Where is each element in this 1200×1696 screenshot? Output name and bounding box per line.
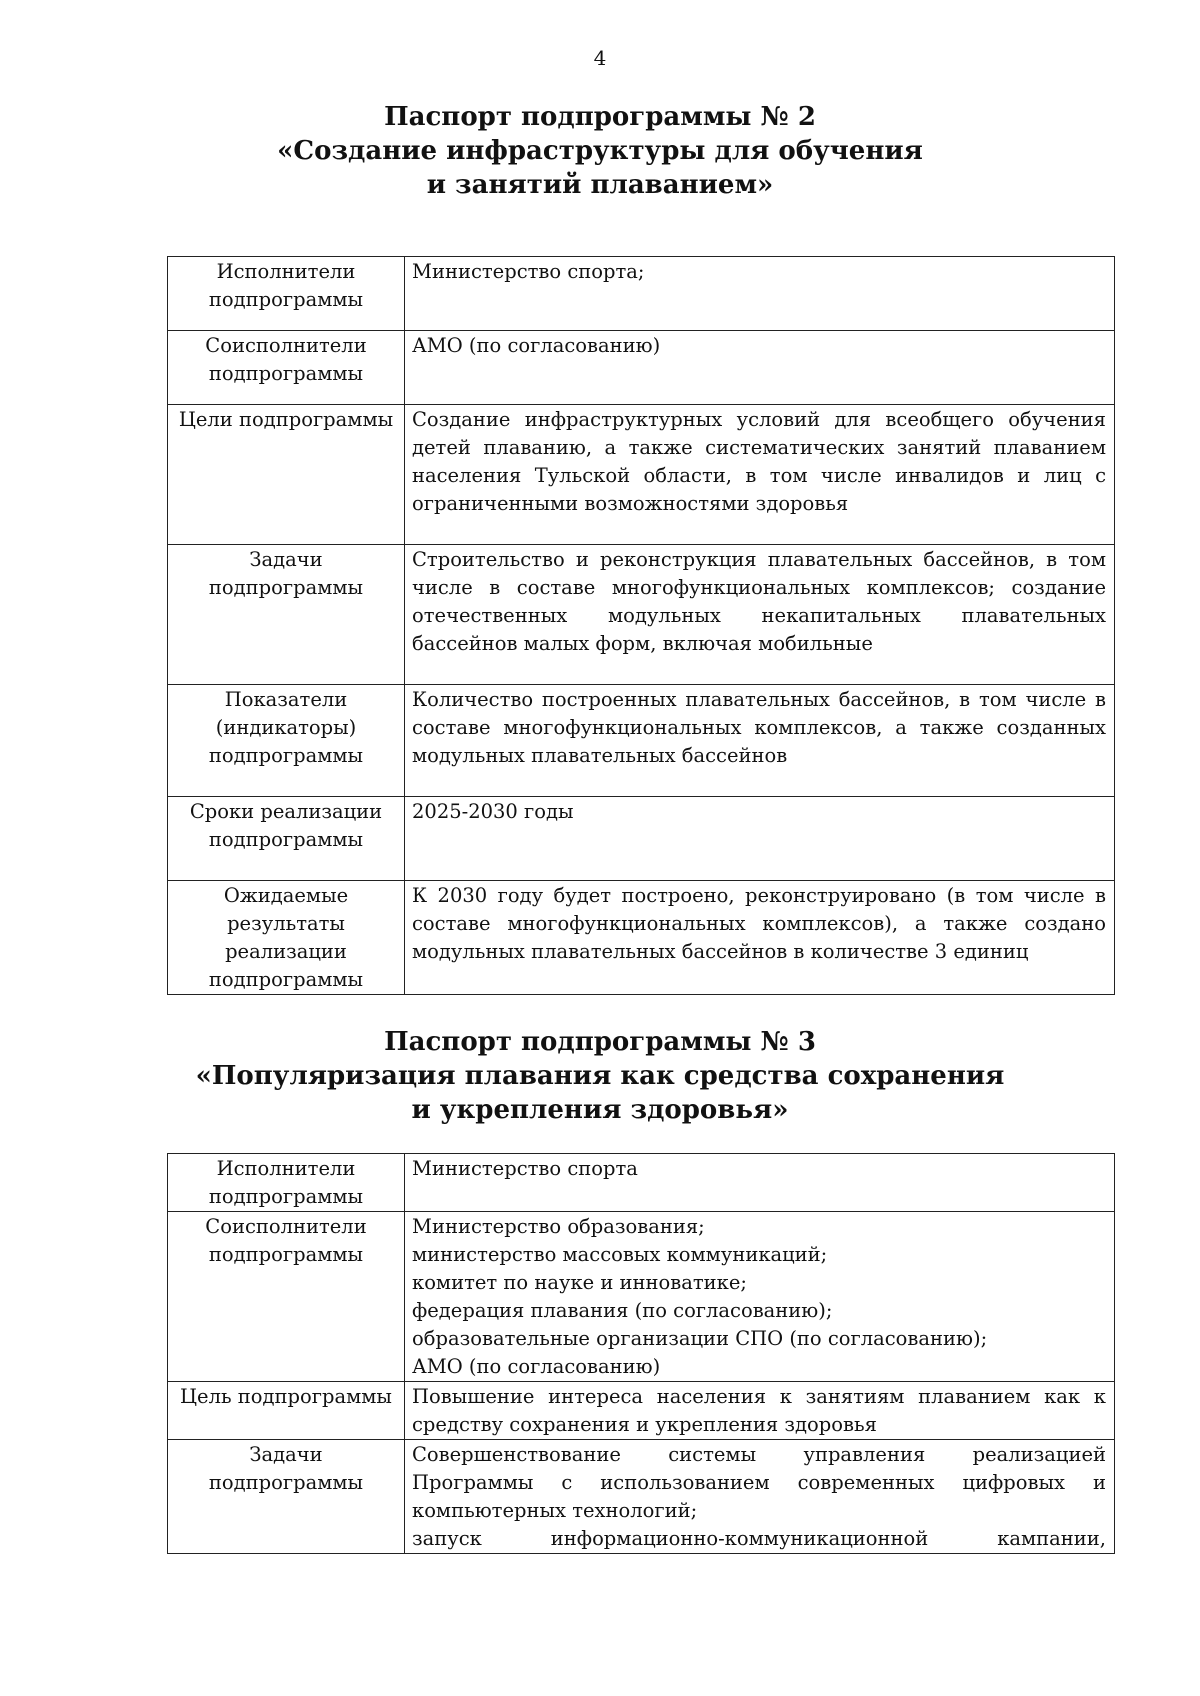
task-line: Совершенствование системы управления реализацией Программы с использованием современных цифровых и компьютерных технологий; bbox=[412, 1443, 1106, 1522]
table-row bbox=[168, 331, 1115, 405]
row-label: Сроки реализации подпрограммы bbox=[168, 797, 405, 881]
title-line: и укрепления здоровья» bbox=[411, 1095, 789, 1125]
task-line: запуск информационно-коммуникационной кампании, bbox=[412, 1527, 1106, 1550]
title-line: и занятий плаванием» bbox=[426, 170, 774, 200]
table-row bbox=[168, 881, 1115, 995]
row-label: Соисполнители подпрограммы bbox=[168, 331, 405, 405]
coexecutor-line: министерство массовых коммуникаций; bbox=[412, 1243, 828, 1266]
coexecutor-line: комитет по науке и инноватике; bbox=[412, 1271, 747, 1294]
row-label: Соисполнители подпрограммы bbox=[168, 1212, 405, 1382]
coexecutor-line: Министерство образования; bbox=[412, 1215, 705, 1238]
row-value: Министерство спорта; bbox=[405, 257, 1115, 331]
row-value: АМО (по согласованию) bbox=[405, 331, 1115, 405]
table-row bbox=[168, 685, 1115, 797]
row-value: Создание инфраструктурных условий для всеобщего обучения детей плаванию, а также систематических занятий плаванием населения Тульской области, в том числе инвалидов и лиц с ограниченными возможностями здоровья bbox=[405, 405, 1115, 545]
coexecutor-line: АМО (по согласованию) bbox=[412, 1355, 661, 1378]
table-row bbox=[168, 545, 1115, 685]
table-row bbox=[168, 797, 1115, 881]
subprogram-2-title bbox=[0, 100, 1200, 202]
row-label: Цели подпрограммы bbox=[168, 405, 405, 545]
row-value: Строительство и реконструкция плавательных бассейнов, в том числе в составе многофункциональных комплексов; создание отечественных модульных некапитальных плавательных бассейнов малых форм, включая мобильные bbox=[405, 545, 1115, 685]
subprogram-3-title bbox=[0, 1025, 1200, 1127]
title-line: «Популяризация плавания как средства сохранения bbox=[195, 1061, 1005, 1091]
table-row bbox=[168, 257, 1115, 331]
row-label: Исполнители подпрограммы bbox=[168, 1154, 405, 1212]
row-label: Исполнители подпрограммы bbox=[168, 257, 405, 331]
row-value: 2025-2030 годы bbox=[405, 797, 1115, 881]
title-line: «Создание инфраструктуры для обучения bbox=[277, 136, 923, 166]
row-value-list bbox=[405, 1440, 1115, 1554]
row-value: Министерство спорта bbox=[405, 1154, 1115, 1212]
row-label: Показатели (индикаторы) подпрограммы bbox=[168, 685, 405, 797]
row-label: Ожидаемые результаты реализации подпрограммы bbox=[168, 881, 405, 995]
row-label: Задачи подпрограммы bbox=[168, 545, 405, 685]
table-row bbox=[168, 405, 1115, 545]
row-label: Задачи подпрограммы bbox=[168, 1440, 405, 1554]
page-number: 4 bbox=[593, 46, 607, 70]
table-row bbox=[168, 1212, 1115, 1382]
table-row bbox=[168, 1382, 1115, 1440]
row-value-list bbox=[405, 1212, 1115, 1382]
coexecutor-line: федерация плавания (по согласованию); bbox=[412, 1299, 833, 1322]
title-line: Паспорт подпрограммы № 2 bbox=[384, 102, 816, 132]
coexecutor-line: образовательные организации СПО (по согласованию); bbox=[412, 1327, 988, 1350]
row-label: Цель подпрограммы bbox=[168, 1382, 405, 1440]
subprogram-3-passport-table bbox=[167, 1153, 1115, 1554]
row-value: К 2030 году будет построено, реконструировано (в том числе в составе многофункциональных комплексов), а также создано модульных плавательных бассейнов в количестве 3 единиц bbox=[405, 881, 1115, 995]
row-value: Количество построенных плавательных бассейнов, в том числе в составе многофункциональных комплексов, а также созданных модульных плавательных бассейнов bbox=[405, 685, 1115, 797]
subprogram-2-passport-table bbox=[167, 256, 1115, 995]
title-line: Паспорт подпрограммы № 3 bbox=[384, 1027, 816, 1057]
table-row bbox=[168, 1154, 1115, 1212]
table-row bbox=[168, 1440, 1115, 1554]
row-value: Повышение интереса населения к занятиям плаванием как к средству сохранения и укрепления здоровья bbox=[405, 1382, 1115, 1440]
